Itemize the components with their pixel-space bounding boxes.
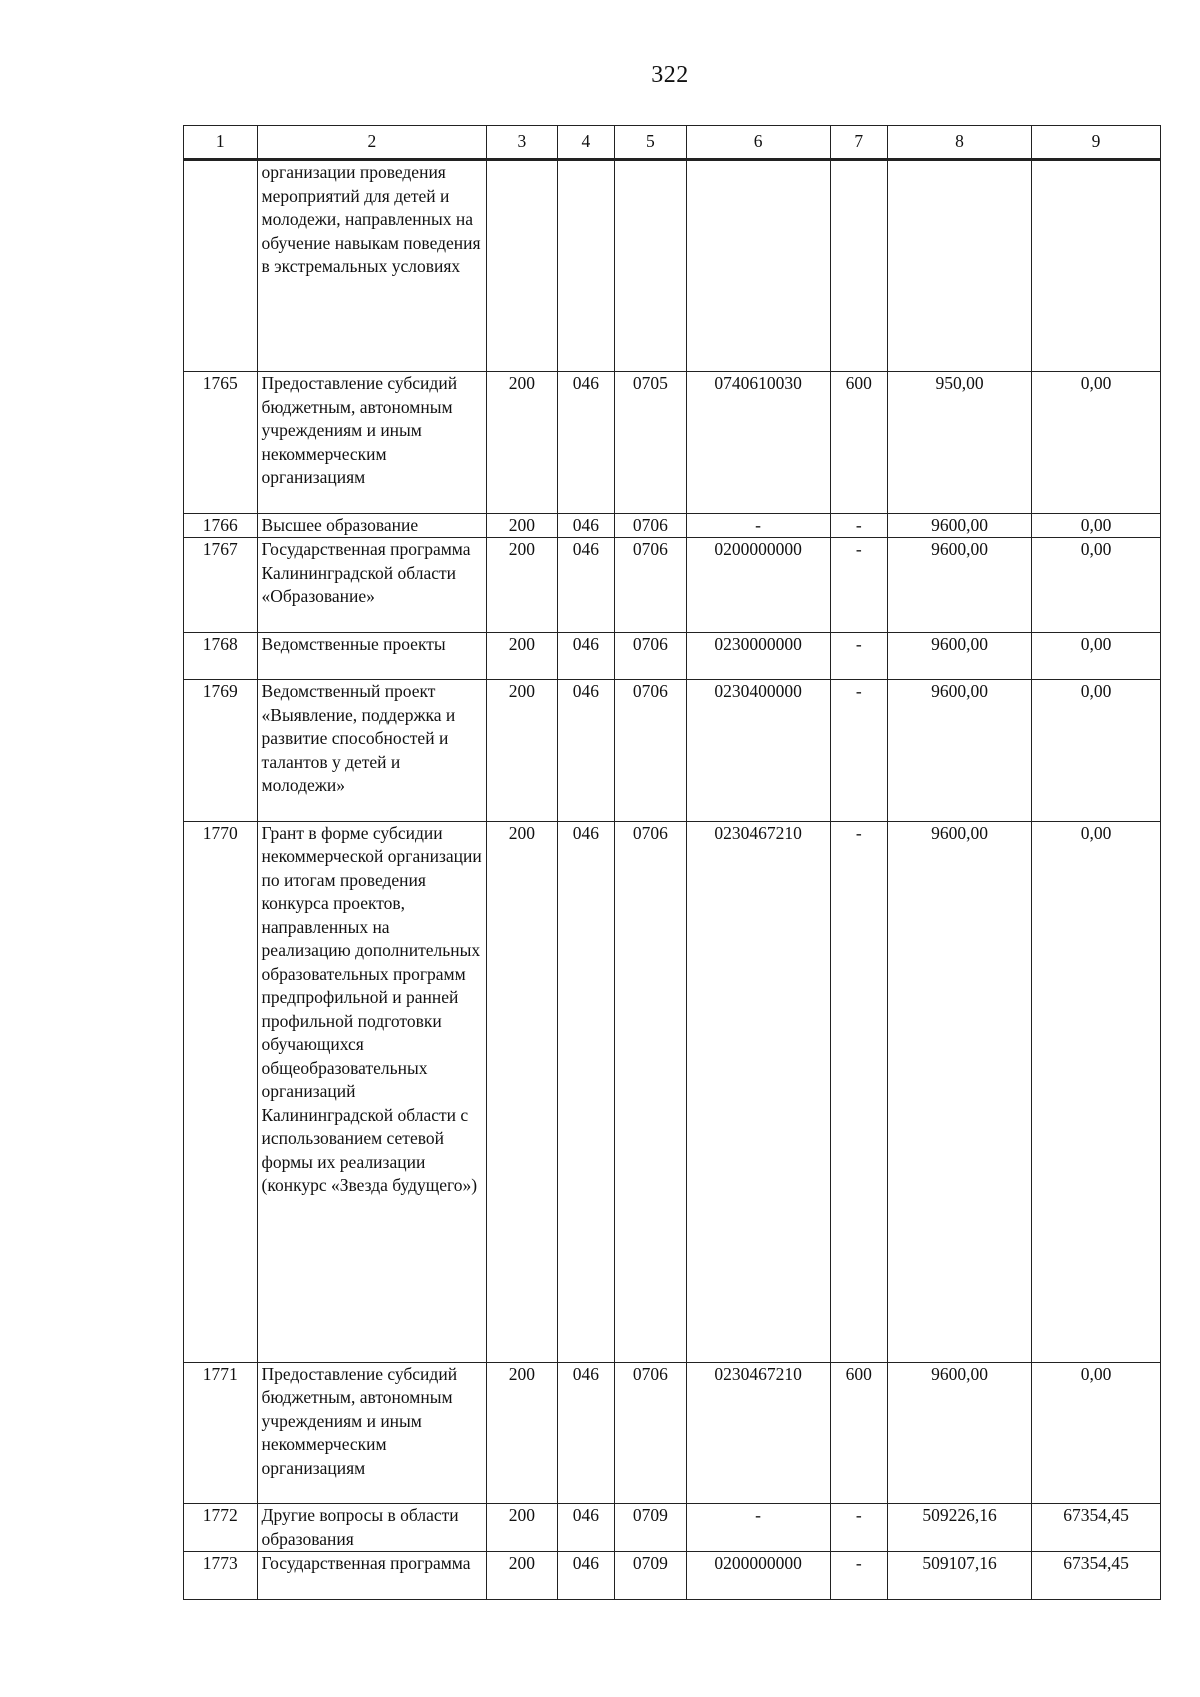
row-value-8: 9600,00	[888, 513, 1032, 538]
row-code-7: -	[830, 1552, 887, 1600]
row-value-9: 0,00	[1032, 680, 1161, 822]
row-code-5: 0706	[615, 538, 687, 633]
row-code-6	[686, 160, 830, 372]
row-name: Высшее образование	[257, 513, 487, 538]
row-name: организации проведения мероприятий для детей и молодежи, направленных на обучение навыкам поведения в экстремальных условиях	[257, 160, 487, 372]
row-code-6: 0230467210	[686, 1362, 830, 1504]
row-number: 1766	[184, 513, 258, 538]
row-code-5: 0706	[615, 513, 687, 538]
budget-table	[183, 125, 1161, 1600]
row-value-9: 0,00	[1032, 372, 1161, 514]
row-code-5: 0705	[615, 372, 687, 514]
table-row	[184, 160, 1161, 372]
row-code-6: -	[686, 1504, 830, 1552]
row-code-3: 200	[487, 1362, 558, 1504]
row-code-5: 0709	[615, 1552, 687, 1600]
row-code-7: 600	[830, 1362, 887, 1504]
row-name: Предоставление субсидий бюджетным, автономным учреждениям и иным некоммерческим организациям	[257, 372, 487, 514]
row-code-4: 046	[557, 538, 614, 633]
row-value-9	[1032, 160, 1161, 372]
row-code-6: 0200000000	[686, 538, 830, 633]
row-code-7: -	[830, 632, 887, 680]
row-code-4: 046	[557, 1362, 614, 1504]
row-number: 1768	[184, 632, 258, 680]
row-code-6: 0230000000	[686, 632, 830, 680]
col-header: 5	[615, 126, 687, 160]
table-row	[184, 538, 1161, 633]
table-row	[184, 513, 1161, 538]
row-code-6: 0230467210	[686, 821, 830, 1362]
row-value-9: 67354,45	[1032, 1552, 1161, 1600]
page-number: 322	[651, 62, 689, 88]
table-row	[184, 1362, 1161, 1504]
row-value-8: 509107,16	[888, 1552, 1032, 1600]
row-code-4: 046	[557, 513, 614, 538]
row-code-3: 200	[487, 680, 558, 822]
row-name: Государственная программа Калининградской области «Образование»	[257, 538, 487, 633]
row-value-9: 67354,45	[1032, 1504, 1161, 1552]
row-code-6: 0200000000	[686, 1552, 830, 1600]
row-code-7: -	[830, 538, 887, 633]
row-code-6: 0230400000	[686, 680, 830, 822]
row-code-3: 200	[487, 1504, 558, 1552]
row-code-4: 046	[557, 821, 614, 1362]
row-value-8: 509226,16	[888, 1504, 1032, 1552]
row-number: 1773	[184, 1552, 258, 1600]
col-header: 3	[487, 126, 558, 160]
table-row	[184, 1504, 1161, 1552]
row-value-9: 0,00	[1032, 632, 1161, 680]
row-number: 1772	[184, 1504, 258, 1552]
row-code-5: 0706	[615, 632, 687, 680]
col-header: 1	[184, 126, 258, 160]
table-row	[184, 1552, 1161, 1600]
row-value-8: 950,00	[888, 372, 1032, 514]
row-code-3: 200	[487, 1552, 558, 1600]
row-number: 1771	[184, 1362, 258, 1504]
row-value-9: 0,00	[1032, 1362, 1161, 1504]
row-code-4: 046	[557, 1504, 614, 1552]
row-value-8: 9600,00	[888, 538, 1032, 633]
row-code-4: 046	[557, 632, 614, 680]
col-header: 2	[257, 126, 487, 160]
table-row	[184, 372, 1161, 514]
row-value-9: 0,00	[1032, 538, 1161, 633]
row-code-6: 0740610030	[686, 372, 830, 514]
row-name: Другие вопросы в области образования	[257, 1504, 487, 1552]
row-code-5: 0706	[615, 680, 687, 822]
row-code-6: -	[686, 513, 830, 538]
col-header: 9	[1032, 126, 1161, 160]
row-number: 1765	[184, 372, 258, 514]
row-value-9: 0,00	[1032, 821, 1161, 1362]
row-number: 1769	[184, 680, 258, 822]
row-code-5	[615, 160, 687, 372]
row-code-5: 0706	[615, 821, 687, 1362]
row-name: Ведомственный проект «Выявление, поддержка и развитие способностей и талантов у детей и молодежи»	[257, 680, 487, 822]
row-code-4	[557, 160, 614, 372]
row-code-3: 200	[487, 372, 558, 514]
row-code-3: 200	[487, 538, 558, 633]
row-code-3: 200	[487, 513, 558, 538]
table-row	[184, 680, 1161, 822]
col-header: 7	[830, 126, 887, 160]
row-code-7: -	[830, 821, 887, 1362]
row-name: Ведомственные проекты	[257, 632, 487, 680]
row-name: Предоставление субсидий бюджетным, автономным учреждениям и иным некоммерческим организациям	[257, 1362, 487, 1504]
row-code-7: 600	[830, 372, 887, 514]
row-code-4: 046	[557, 1552, 614, 1600]
row-code-7	[830, 160, 887, 372]
row-value-8: 9600,00	[888, 1362, 1032, 1504]
row-value-8	[888, 160, 1032, 372]
row-value-9: 0,00	[1032, 513, 1161, 538]
row-code-3	[487, 160, 558, 372]
row-value-8: 9600,00	[888, 680, 1032, 822]
row-name: Государственная программа	[257, 1552, 487, 1600]
row-name: Грант в форме субсидии некоммерческой организации по итогам проведения конкурса проектов, направленных на реализацию дополнительных образовательных программ предпрофильной и ранней профильной подготовки обучающихся общеобразовательных организаций Калининградской области с использованием сетевой формы их реализации (конкурс «Звезда будущего»)	[257, 821, 487, 1362]
row-code-5: 0709	[615, 1504, 687, 1552]
row-value-8: 9600,00	[888, 821, 1032, 1362]
table-row	[184, 632, 1161, 680]
row-number: 1767	[184, 538, 258, 633]
col-header: 6	[686, 126, 830, 160]
row-code-3: 200	[487, 632, 558, 680]
header-row	[184, 126, 1161, 160]
row-code-4: 046	[557, 680, 614, 822]
row-value-8: 9600,00	[888, 632, 1032, 680]
row-code-7: -	[830, 513, 887, 538]
col-header: 8	[888, 126, 1032, 160]
table-row	[184, 821, 1161, 1362]
col-header: 4	[557, 126, 614, 160]
row-number	[184, 160, 258, 372]
row-code-7: -	[830, 1504, 887, 1552]
row-code-4: 046	[557, 372, 614, 514]
row-code-5: 0706	[615, 1362, 687, 1504]
row-number: 1770	[184, 821, 258, 1362]
row-code-7: -	[830, 680, 887, 822]
row-code-3: 200	[487, 821, 558, 1362]
